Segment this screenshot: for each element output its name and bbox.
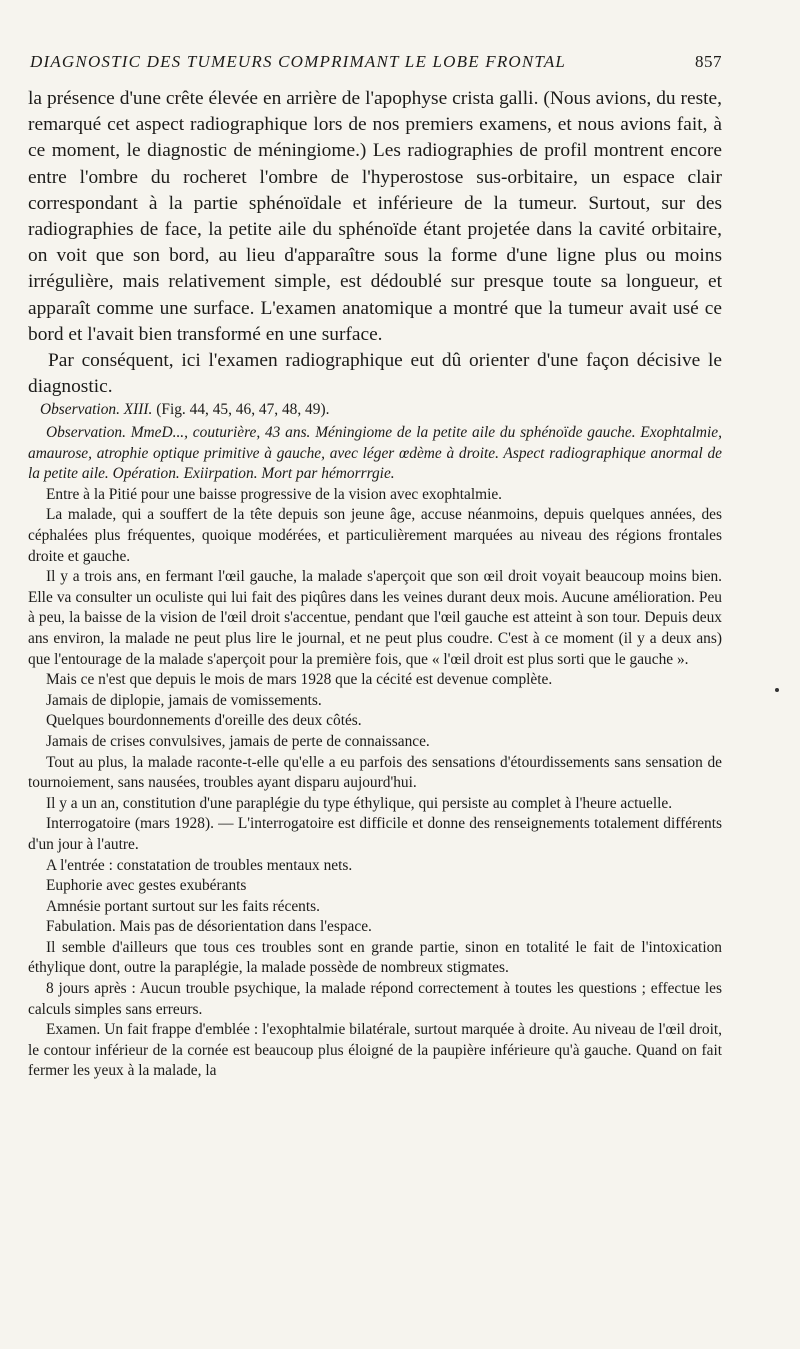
paragraph-dizziness: Tout au plus, la malade raconte-t-elle qu'elle a eu parfois des sensations d'étourdissements sans sensation de tournoiement, sans nausées, troubles ayant disparu aujourd'hui. xyxy=(28,753,722,792)
paragraph-intoxication: Il semble d'ailleurs que tous ces troubles sont en grande partie, sinon en totalité le fait de l'intoxication éthylique dont, outre la paraplégie, la malade possède de nombreux stigmates. xyxy=(28,938,722,977)
intro-paragraph-1: la présence d'une crête élevée en arrière de l'apophyse crista galli. (Nous avions, du reste, remarqué cet aspect radiographique lors de nos premiers examens, et nous avions fait, à ce moment, le diagnostic de méningiome.) Les radiographies de profil montrent encore entre l'ombre du rocheret l'ombre de l'hyperostose sus-orbitaire, un espace clair correspondant à la partie sphénoïdale et inférieure de la tumeur. Surtout, sur des radiographies de face, la petite aile du sphénoïde étant projetée dans la cavité orbitaire, on voit que son bord, au lieu d'apparaître sous la forme d'une ligne plus ou moins irrégulière, mais relativement simple, est dédoublé sur presque toute sa longueur, et apparaît comme une surface. L'examen anatomique a montré que la tumeur avait usé ce bord et l'avait bien transformé en une surface. xyxy=(28,88,722,345)
running-header xyxy=(30,52,722,72)
page-number: 857 xyxy=(695,52,722,71)
intro-section xyxy=(28,86,722,400)
paragraph-admission: Entre à la Pitié pour une baisse progressive de la vision avec exophtalmie. xyxy=(46,485,503,503)
paragraph-8-jours: 8 jours après : Aucun trouble psychique, la malade répond correctement à toutes les questions ; effectue les calculs simples sans erreurs. xyxy=(28,980,722,1018)
observation-summary: Observation. MmeD..., couturière, 43 ans. Méningiome de la petite aile du sphénoïde gauche. Exophtalmie, amaurose, atrophie optique primitive à gauche, avec léger œdème à droite. Aspect radiographique anormal de la petite aile. Opération. Exiirpation. Mort par hémorrrgie. xyxy=(28,424,722,483)
paragraph-amnesie: Amnésie portant surtout sur les faits récents. xyxy=(46,897,320,915)
paragraph-history: Il y a trois ans, en fermant l'œil gauche, la malade s'aperçoit que son œil droit voyait beaucoup moins bien. Elle va consulter un oculiste qui lui fait des piqûres dans les veines durant deux mois. Aucune amélioration. Peu à peu, la baisse de la vision de l'œil droit s'accentue, pendant que l'œil gauche est atteint à son tour. Depuis deux ans environ, la malade ne peut plus lire le journal, et ne peut plus coudre. C'est à ce moment (il y a deux ans) que l'entourage de la malade s'aperçoit pour la première fois, que « l'œil droit est plus sorti que le gauche ». xyxy=(28,568,722,668)
paragraph-euphorie: Euphorie avec gestes exubérants xyxy=(46,877,247,895)
observation-figures: (Fig. 44, 45, 46, 47, 48, 49). xyxy=(156,401,330,419)
paragraph-seizures: Jamais de crises convulsives, jamais de perte de connaissance. xyxy=(46,732,430,750)
intro-paragraph-2: Par conséquent, ici l'examen radiographique eut dû orienter d'une façon décisive le diagnostic. xyxy=(28,350,722,398)
paragraph-diplopia: Jamais de diplopie, jamais de vomissements. xyxy=(46,691,322,709)
paragraph-fabulation: Fabulation. Mais pas de désorientation dans l'espace. xyxy=(46,918,372,936)
running-title: DIAGNOSTIC DES TUMEURS COMPRIMANT LE LOBE FRONTAL xyxy=(30,52,567,71)
observation-heading xyxy=(28,400,722,421)
paragraph-entree: A l'entrée : constatation de troubles mentaux nets. xyxy=(46,856,353,874)
observation-section xyxy=(28,400,722,1082)
ink-speck xyxy=(775,688,779,692)
paragraph-examen: Examen. Un fait frappe d'emblée : l'exophtalmie bilatérale, surtout marquée à droite. Au niveau de l'œil droit, le contour inférieur de la cornée est beaucoup plus éloigné de la paupière inférieure qu'à gauche. Quand on fait fermer les yeux à la malade, la xyxy=(28,1021,722,1080)
paragraph-paraplegia: Il y a un an, constitution d'une paraplégie du type éthylique, qui persiste au complet à l'heure actuelle. xyxy=(46,794,673,812)
paragraph-tinnitus: Quelques bourdonnements d'oreille des deux côtés. xyxy=(46,712,362,730)
paragraph-headaches: La malade, qui a souffert de la tête depuis son jeune âge, accuse néanmoins, depuis quelques années, des céphalées plus fréquentes, quoique modérées, et particulièrement marquées au niveau des régions frontales droite et gauche. xyxy=(28,506,722,565)
paragraph-interrogatoire: Interrogatoire (mars 1928). — L'interrogatoire est difficile et donne des renseignements totalement différents d'un jour à l'autre. xyxy=(28,815,722,853)
observation-label: Observation. XIII. xyxy=(40,401,153,419)
paragraph-blindness: Mais ce n'est que depuis le mois de mars 1928 que la cécité est devenue complète. xyxy=(46,671,553,689)
